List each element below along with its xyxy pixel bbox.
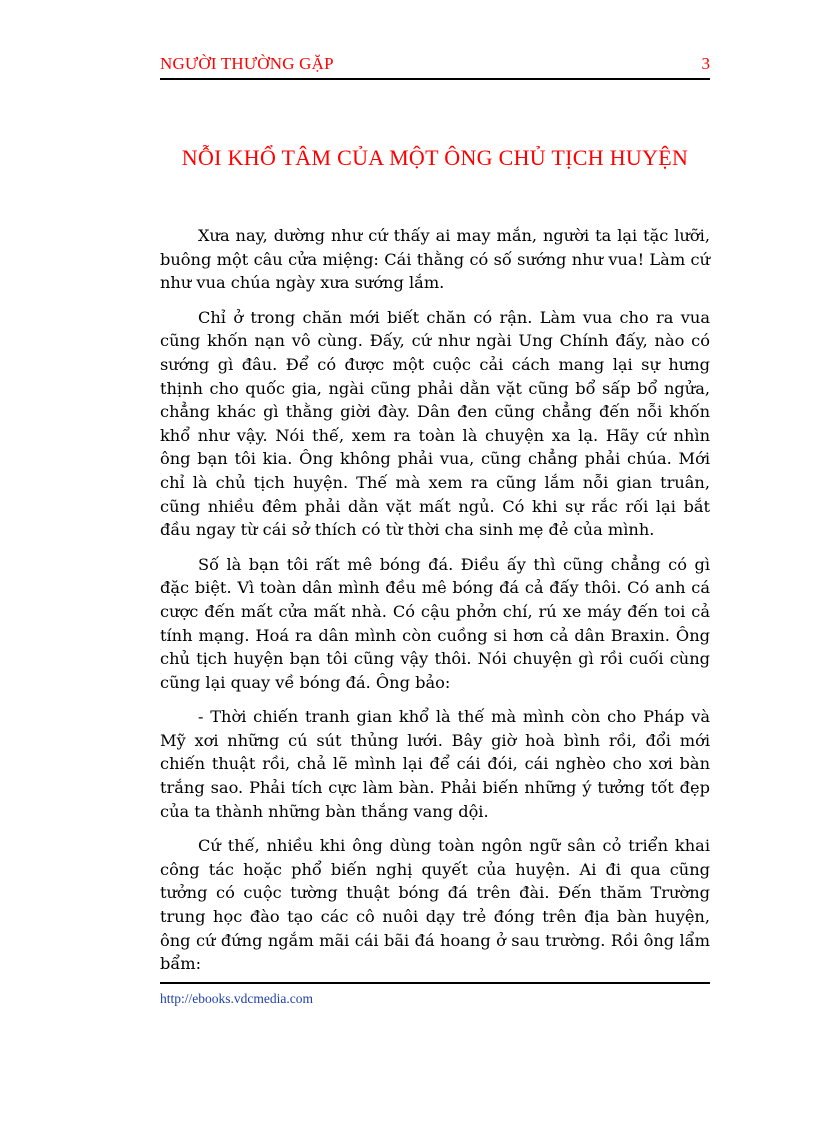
page-number: 3 [701,54,710,73]
paragraph: - Thời chiến tranh gian khổ là thế mà mình còn cho Pháp và Mỹ xơi những cú sút thủng lưới. Bây giờ hoà bình rồi, đổi mới chiến thuật rồi, chả lẽ mình lại để cái đói, cái nghèo cho xơi bàn trắng sao. Phải tích cực làm bàn. Phải biến những ý tưởng tốt đẹp của ta thành những bàn thắng vang dội. [160,707,710,821]
running-header [160,54,710,80]
paragraph: Xưa nay, dường như cứ thấy ai may mắn, người ta lại tặc lưỡi, buông một câu cửa miệng: Cái thằng có số sướng như vua! Làm cứ như vua chúa ngày xưa sướng lắm. [160,226,710,293]
chapter-title: NỖI KHỔ TÂM CỦA MỘT ÔNG CHỦ TỊCH HUYỆN [181,145,689,170]
header-section-title: NGƯỜI THƯỜNG GẶP [160,54,334,73]
paragraph: Cứ thế, nhiều khi ông dùng toàn ngôn ngữ sân cỏ triển khai công tác hoặc phổ biến nghị quyết của huyện. Ai đi qua cũng tưởng có cuộc tường thuật bóng đá trên đài. Đến thăm Trường trung học đào tạo các cô nuôi dạy trẻ đóng trên địa bàn huyện, ông cứ đứng ngắm mãi cái bãi đá hoang ở sau trường. Rồi ông lẩm bẩm: [160,836,710,974]
paragraph: Số là bạn tôi rất mê bóng đá. Điều ấy thì cũng chẳng có gì đặc biệt. Vì toàn dân mình đều mê bóng đá cả đấy thôi. Có anh cá cược đến mất cửa mất nhà. Có cậu phởn chí, rú xe máy đến toi cả tính mạng. Hoá ra dân mình còn cuồng si hơn cả dân Braxin. Ông chủ tịch huyện bạn tôi cũng vậy thôi. Nói chuyện gì rồi cuối cùng cũng lại quay về bóng đá. Ông bảo: [160,554,710,692]
footer-divider [160,982,710,984]
footer-url-link[interactable]: http://ebooks.vdcmedia.com [160,991,313,1006]
body-text [160,224,710,987]
paragraph: Chỉ ở trong chăn mới biết chăn có rận. Làm vua cho ra vua cũng khốn nạn vô cùng. Đấy, cứ như ngài Ung Chính đấy, nào có sướng gì đâu. Để có được một cuộc cải cách mang lại sự hưng thịnh cho quốc gia, ngài cũng phải dằn vặt cũng bổ sấp bổ ngửa, chẳng khác gì thằng giời đày. Dân đen cũng chẳng đến nỗi khốn khổ như vậy. Nói thế, xem ra toàn là chuyện xa lạ. Hãy cứ nhìn ông bạn tôi kia. Ông không phải vua, cũng chẳng phải chúa. Mới chỉ là chủ tịch huyện. Thế mà xem ra cũng lắm nỗi gian truân, cũng nhiều đêm phải dằn vặt mất ngủ. Có khi sự rắc rối lại bắt đầu ngay từ cái sở thích có từ thời cha sinh mẹ đẻ của mình. [160,307,710,540]
